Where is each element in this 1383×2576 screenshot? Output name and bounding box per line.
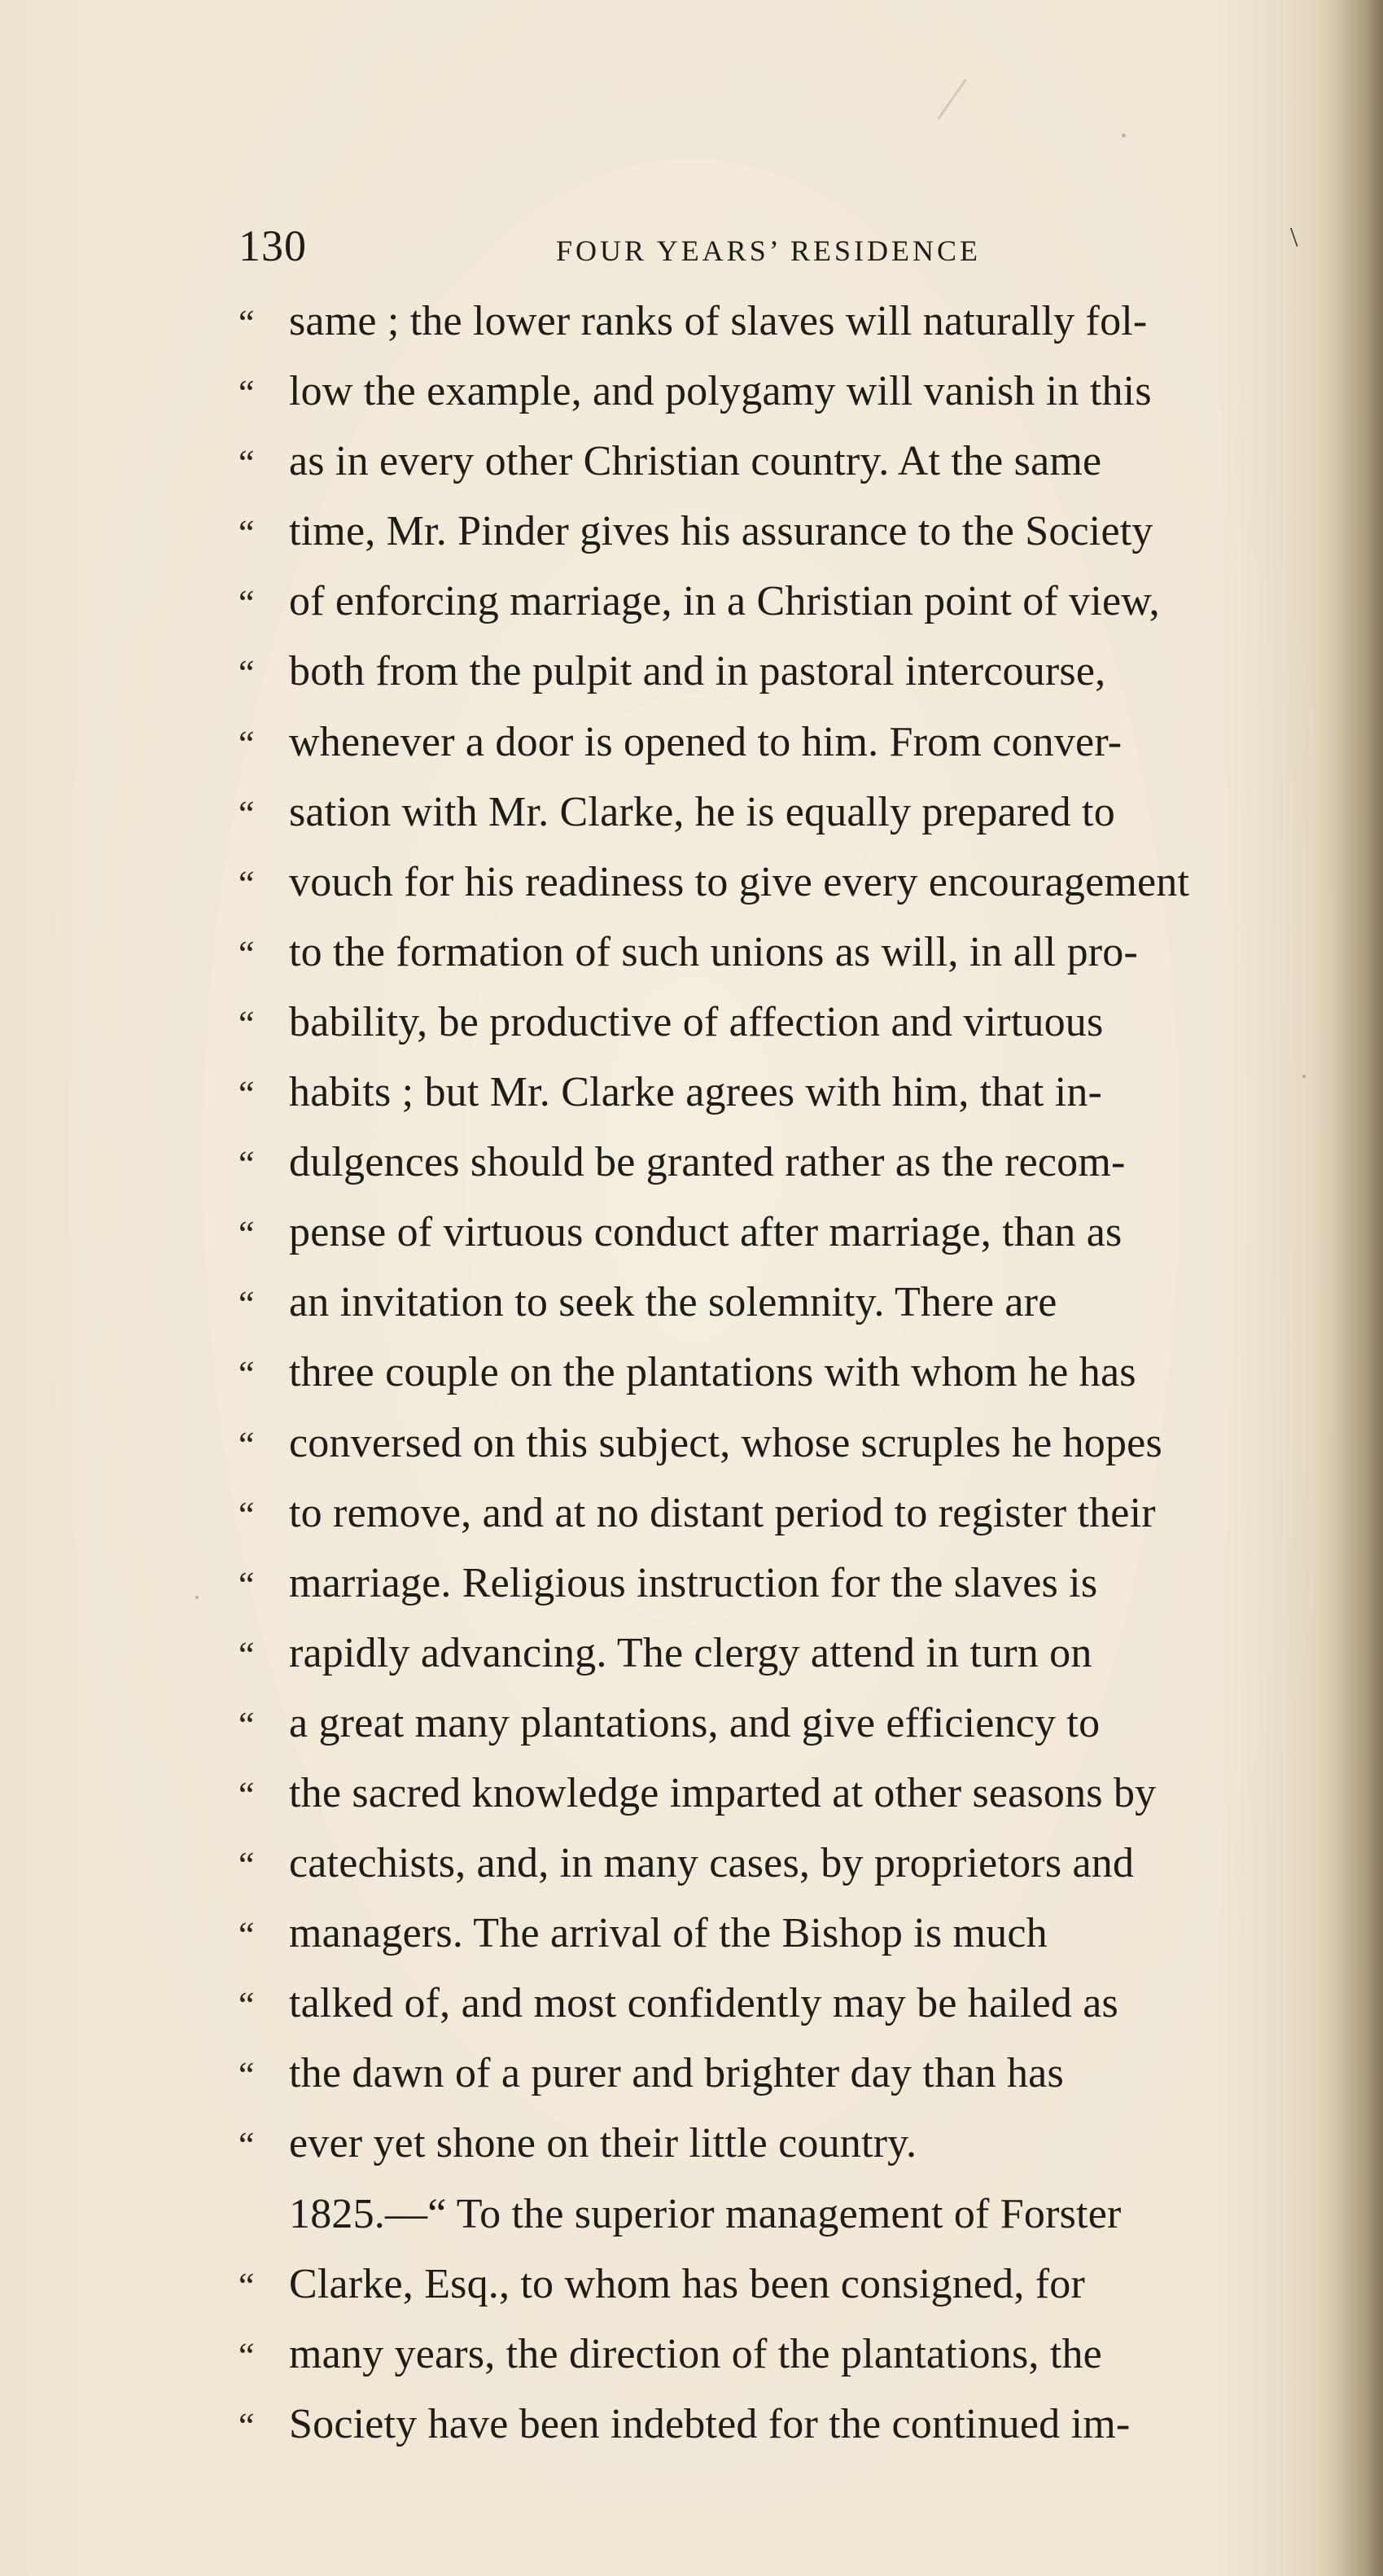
text-line [239,1549,1378,1619]
line-text: same ; the lower ranks of slaves will naturally fol- [289,298,1148,344]
text-line [239,988,1378,1058]
line-text: the dawn of a purer and brighter day than has [289,2050,1064,2097]
line-text: low the example, and polygamy will vanish in this [289,368,1152,415]
line-text: managers. The arrival of the Bishop is much [289,1910,1048,1957]
text-line [239,1829,1378,1899]
line-text: ever yet shone on their little country. [289,2120,917,2167]
line-text: vouch for his readiness to give every encouragement [289,858,1190,905]
line-text: of enforcing marriage, in a Christian point of view, [289,578,1160,625]
text-line [239,2320,1378,2390]
text-line [239,1689,1378,1759]
line-text: as in every other Christian country. At the same [289,438,1102,485]
quote-mark: “ [239,2335,255,2376]
line-text: pense of virtuous conduct after marriage, than as [289,1209,1123,1256]
line-text: talked of, and most confidently may be hailed as [289,1980,1118,2027]
quote-mark: “ [239,1354,255,1395]
text-line [239,1268,1378,1338]
quote-mark: “ [239,933,255,974]
quote-mark: “ [239,583,255,624]
text-line [239,1338,1378,1408]
line-text: sation with Mr. Clarke, he is equally prepared to [289,788,1115,835]
quote-mark: “ [239,723,255,764]
quote-mark: “ [239,513,255,554]
text-line [239,1058,1378,1128]
quote-mark: “ [239,1564,255,1605]
line-text: habits ; but Mr. Clarke agrees with him, that in- [289,1069,1103,1116]
line-text: bability, be productive of affection and virtuous [289,998,1104,1045]
text-line [239,1619,1378,1689]
text-line [239,1899,1378,1969]
text-line [239,2390,1378,2460]
text-line [239,1759,1378,1829]
quote-mark: “ [239,1424,255,1465]
text-line [239,357,1378,427]
quote-mark: “ [239,1144,255,1185]
line-text: many years, the direction of the plantations, the [289,2330,1102,2377]
quote-mark: “ [239,2055,255,2096]
quote-mark: “ [239,1985,255,2026]
quote-mark: “ [239,1284,255,1325]
line-text: time, Mr. Pinder gives his assurance to the Society [289,508,1153,555]
text-line [239,2109,1378,2179]
quote-mark: “ [239,1074,255,1115]
text-line [239,2250,1378,2320]
line-text: conversed on this subject, whose scruples he hopes [289,1419,1162,1466]
line-text: rapidly advancing. The clergy attend in turn on [289,1629,1092,1676]
quote-mark: “ [239,373,255,414]
quote-mark: “ [239,1634,255,1675]
body-text [239,287,1378,2460]
text-line [239,287,1378,357]
line-text: an invitation to seek the solemnity. There are [289,1279,1057,1326]
line-text: 1825.—“ To the superior management of Forster [289,2190,1122,2237]
quote-mark: “ [239,1214,255,1255]
quote-mark: “ [239,1003,255,1044]
quote-mark: “ [239,1774,255,1815]
quote-mark: “ [239,2405,255,2446]
page-header [239,213,1329,278]
quote-mark: “ [239,443,255,484]
page-number: 130 [239,221,307,270]
text-line [239,2039,1378,2109]
text-line [239,848,1378,918]
line-text: a great many plantations, and give efficiency to [289,1699,1101,1746]
quote-mark: “ [239,303,255,343]
text-line [239,637,1378,707]
quote-mark: “ [239,863,255,904]
text-line [239,2180,1378,2250]
line-text: dulgences should be granted rather as the recom- [289,1139,1126,1186]
stray-mark: \ [1290,222,1298,252]
text-line [239,708,1378,778]
line-text: marriage. Religious instruction for the slaves is [289,1559,1098,1606]
quote-mark: “ [239,1494,255,1535]
running-head: FOUR YEARS’ RESIDENCE [556,234,982,267]
quote-mark: “ [239,1704,255,1745]
line-text: to the formation of such unions as will, in all pro- [289,928,1139,975]
quote-mark: “ [239,1845,255,1886]
text-line [239,427,1378,497]
text-line [239,497,1378,567]
line-text: three couple on the plantations with whom he has [289,1349,1136,1396]
line-text: Society have been indebted for the continued im- [289,2400,1131,2447]
quote-mark: “ [239,2265,255,2306]
quote-mark: “ [239,793,255,834]
line-text: whenever a door is opened to him. From conver- [289,718,1123,765]
text-line [239,778,1378,848]
text-line [239,567,1378,637]
text-line [239,1969,1378,2039]
text-line [239,1479,1378,1549]
text-line [239,1408,1378,1479]
text-line [239,918,1378,988]
quote-mark: “ [239,2125,255,2166]
line-text: catechists, and, in many cases, by proprietors and [289,1840,1135,1887]
line-text: the sacred knowledge imparted at other seasons by [289,1769,1157,1816]
text-line [239,1128,1378,1198]
line-text: Clarke, Esq., to whom has been consigned, for [289,2260,1086,2307]
quote-mark: “ [239,653,255,694]
line-text: both from the pulpit and in pastoral intercourse, [289,648,1106,695]
line-text: to remove, and at no distant period to register their [289,1489,1156,1536]
text-line [239,1198,1378,1268]
quote-mark: “ [239,1915,255,1956]
